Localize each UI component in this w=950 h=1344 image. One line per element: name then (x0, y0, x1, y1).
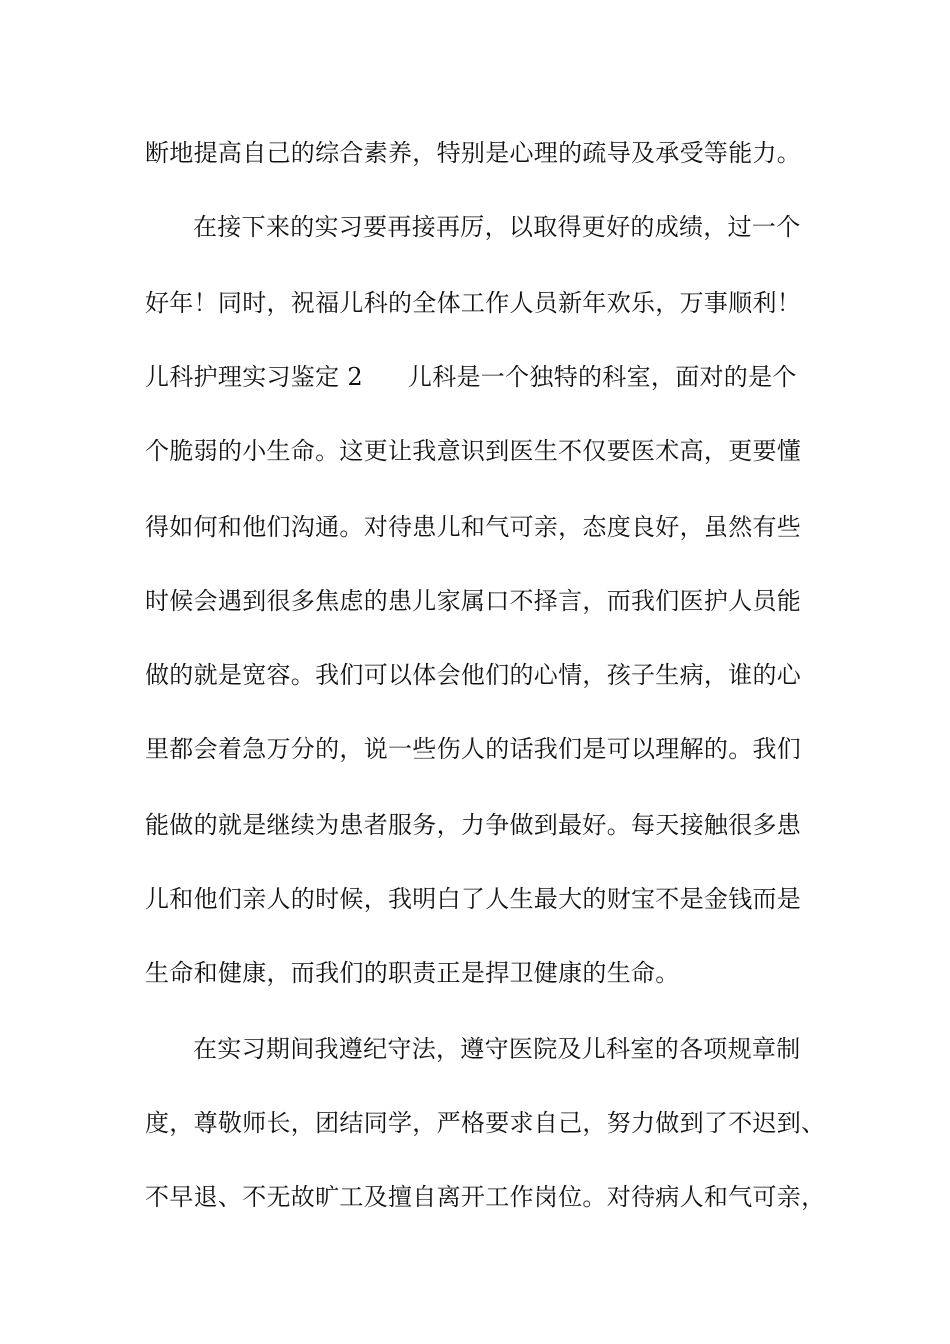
text-line: 时候会遇到很多焦虑的患儿家属口不择言，而我们医护人员能 (145, 587, 802, 615)
section-heading: 儿科护理实习鉴定 2 (145, 363, 363, 391)
text-line: 不早退、不无故旷工及擅自离开工作岗位。对待病人和气可亲， (145, 1183, 826, 1211)
text-line: 在接下来的实习要再接再厉，以取得更好的成绩，过一个 (193, 213, 801, 241)
text-line: 断地提高自己的综合素养，特别是心理的疏导及承受等能力。 (145, 139, 802, 167)
text-line: 个脆弱的小生命。这更让我意识到医生不仅要医术高，更要懂 (145, 437, 802, 465)
section-heading-line (145, 362, 845, 392)
text-line: 做的就是宽容。我们可以体会他们的心情，孩子生病，谁的心 (145, 661, 802, 689)
text-line: 里都会着急万分的，说一些伤人的话我们是可以理解的。我们 (145, 735, 802, 763)
text-line: 得如何和他们沟通。对待患儿和气可亲，态度良好，虽然有些 (145, 513, 802, 541)
text-line: 能做的就是继续为患者服务，力争做到最好。每天接触很多患 (145, 811, 802, 839)
text-line: 儿和他们亲人的时候，我明白了人生最大的财宝不是金钱而是 (145, 885, 802, 913)
text-line: 好年！同时，祝福儿科的全体工作人员新年欢乐，万事顺利！ (145, 289, 802, 317)
text-line: 生命和健康，而我们的职责正是捍卫健康的生命。 (145, 959, 680, 987)
text-line: 度，尊敬师长，团结同学，严格要求自己，努力做到了不迟到、 (145, 1109, 826, 1137)
text-line: 儿科是一个独特的科室，面对的是个 (407, 363, 797, 391)
text-line: 在实习期间我遵纪守法，遵守医院及儿科室的各项规章制 (193, 1035, 801, 1063)
